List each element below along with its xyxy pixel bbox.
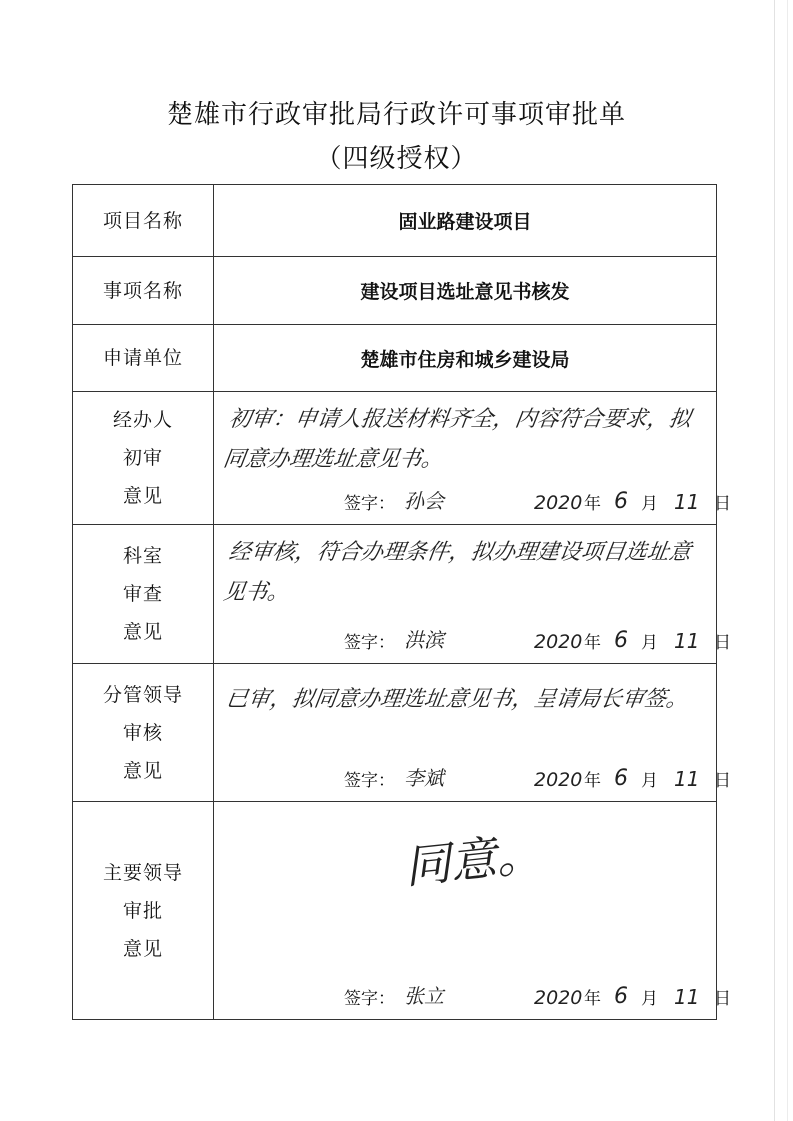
date-month-char: 月 [641,771,658,791]
deputy-review-row [73,664,717,802]
date-month: 6 [614,766,628,791]
signature-row [344,625,731,655]
date-day: 11 [674,767,700,791]
signature-name: 孙会 [404,489,444,513]
principal-approval-opinion [214,802,731,1020]
date-day-char: 日 [714,633,731,653]
deputy-review-label [73,664,214,802]
date-year-char: 年 [584,989,601,1009]
principal-approval-row [73,802,717,1020]
date-month: 6 [614,984,628,1009]
label-line: 审查 [122,583,163,605]
applicant-row [73,325,717,392]
date-day: 11 [674,629,700,653]
project-name-row [73,185,717,257]
date-year-char: 年 [584,771,601,791]
handwritten-approval: 同意。 [401,825,545,895]
deputy-review-opinion [214,664,731,802]
signature-label: 签字： [344,633,395,653]
date-day-char: 日 [714,771,731,791]
section-review-row [73,525,717,664]
date-year: 2020 [534,492,583,514]
handwritten-opinion: 经审核，符合办理条件，拟办理建设项目选址意见书。 [221,540,693,605]
label-line: 意见 [122,937,163,960]
section-review-label [73,525,214,664]
signature-row [344,486,731,516]
date-year: 2020 [534,769,583,791]
label-line: 意见 [122,759,163,782]
matter-name-row [73,257,717,325]
signature-label: 签字： [344,771,395,791]
label-line: 科室 [122,545,163,567]
approval-form-table [72,184,731,1020]
applicant-value: 楚雄市住房和城乡建设局 [214,325,717,392]
applicant-label: 申请单位 [73,325,214,392]
date-day-char: 日 [714,989,731,1009]
label-line: 审核 [122,721,163,744]
matter-name-label: 事项名称 [73,257,214,325]
date-month-char: 月 [641,494,658,514]
date-day: 11 [674,985,700,1009]
date-year: 2020 [534,987,583,1009]
label-line: 经办人 [112,409,173,431]
label-line: 意见 [122,485,163,507]
date-month: 6 [614,489,628,514]
date-day: 11 [674,490,700,514]
label-line: 初审 [122,447,163,469]
scan-edge-artifact [774,0,788,1121]
label-line: 意见 [122,621,163,643]
signature-row [344,981,731,1011]
signature-name: 张立 [404,984,444,1008]
date-year: 2020 [534,631,583,653]
principal-approval-label [73,802,214,1020]
signature-row [344,763,731,793]
label-line: 主要领导 [102,861,183,884]
handler-review-row [73,392,717,525]
date-day-char: 日 [714,494,731,514]
project-name-value: 固业路建设项目 [214,185,717,257]
handwritten-opinion: 已审，拟同意办理选址意见书，呈请局长审签。 [224,687,690,712]
signature-name: 李斌 [404,766,444,790]
date-month: 6 [614,628,628,653]
label-line: 审批 [122,899,163,922]
handler-review-opinion [214,392,731,525]
document-title: 楚雄市行政审批局行政许可事项审批单 [166,100,626,130]
handwritten-opinion: 初审：申请人报送材料齐全，内容符合要求，拟同意办理选址意见书。 [221,407,693,472]
project-name-label: 项目名称 [73,185,214,257]
date-year-char: 年 [584,494,601,514]
signature-label: 签字： [344,989,395,1009]
matter-name-value: 建设项目选址意见书核发 [214,257,717,325]
document-subtitle: （四级授权） [315,144,478,174]
handler-review-label [73,392,214,525]
date-month-char: 月 [641,633,658,653]
section-review-opinion [214,525,731,664]
date-month-char: 月 [641,989,658,1009]
signature-name: 洪滨 [404,628,444,652]
label-line: 分管领导 [102,683,183,706]
date-year-char: 年 [584,633,601,653]
signature-label: 签字： [344,494,395,514]
